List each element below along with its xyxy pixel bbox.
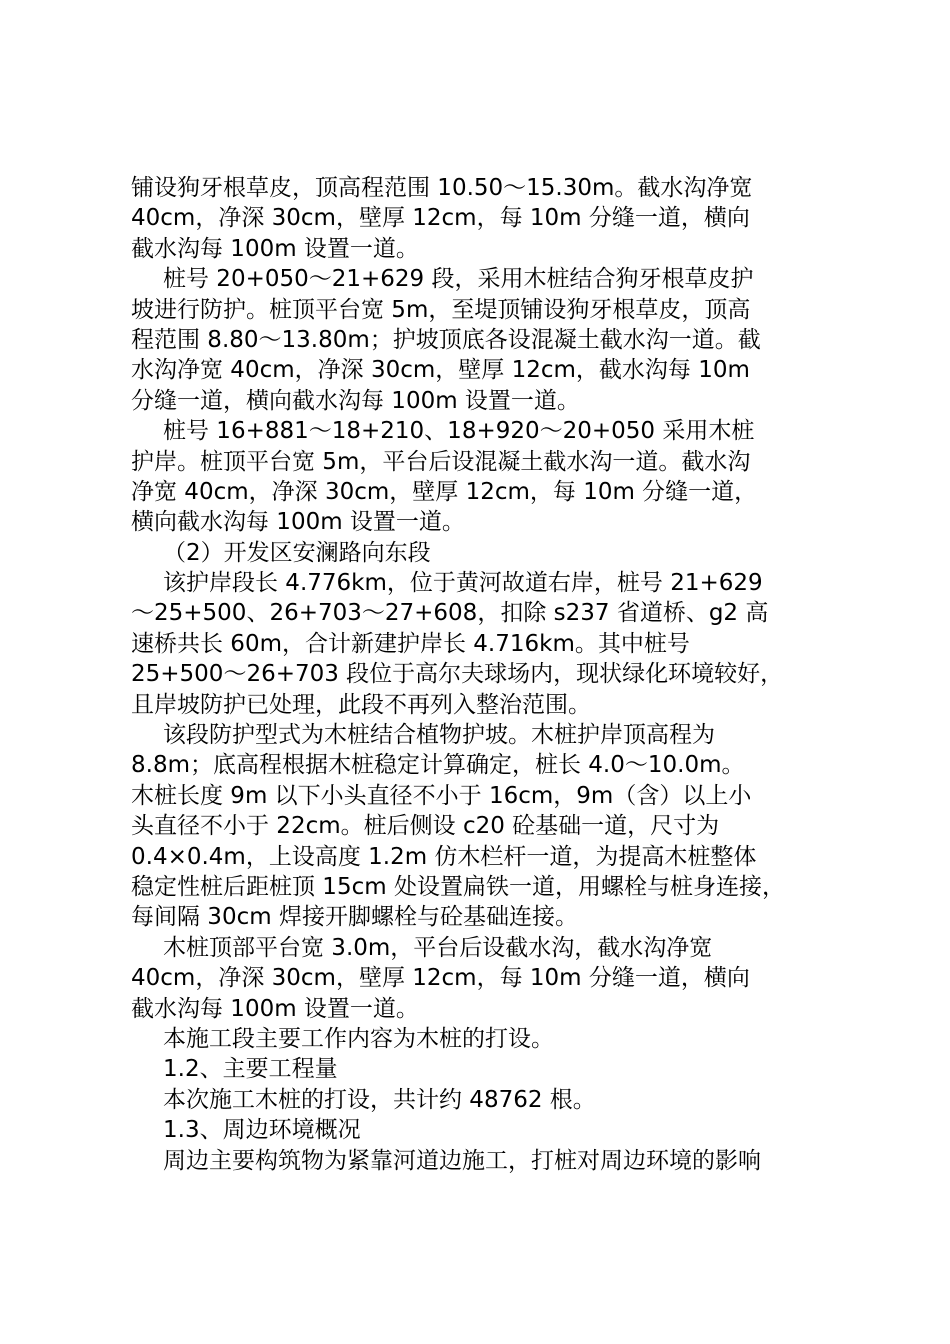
text-line: 头直径不小于 22cm。桩后侧设 c20 砼基础一道，尺寸为 — [131, 813, 720, 840]
text-line: 程范围 8.80～13.80m；护坡顶底各设混凝土截水沟一道。截 — [131, 326, 761, 353]
text-line: （2）开发区安澜路向东段 — [163, 539, 431, 566]
text-line: 截水沟每 100m 设置一道。 — [131, 995, 419, 1022]
text-line: 净宽 40cm，净深 30cm，壁厚 12cm，每 10m 分缝一道， — [131, 478, 758, 505]
text-line: 分缝一道，横向截水沟每 100m 设置一道。 — [131, 387, 580, 414]
text-line: 木桩顶部平台宽 3.0m，平台后设截水沟，截水沟净宽 — [163, 934, 713, 961]
text-line: 25+500～26+703 段位于高尔夫球场内，现状绿化环境较好， — [131, 661, 784, 688]
text-line: 本次施工木桩的打设，共计约 48762 根。 — [163, 1086, 596, 1113]
text-line: 铺设狗牙根草皮，顶高程范围 10.50～15.30m。截水沟净宽 — [131, 175, 753, 201]
text-line: 截水沟每 100m 设置一道。 — [131, 235, 419, 262]
text-line: 且岸坡防护已处理，此段不再列入整治范围。 — [131, 691, 591, 718]
text-line: 横向截水沟每 100m 设置一道。 — [131, 509, 465, 536]
text-line: 该段防护型式为木桩结合植物护坡。木桩护岸顶高程为 — [163, 722, 715, 749]
text-line: 稳定性桩后距桩顶 15cm 处设置扁铁一道，用螺栓与桩身连接， — [131, 873, 785, 900]
text-line: 8.8m；底高程根据木桩稳定计算确定，桩长 4.0～10.0m。 — [131, 752, 745, 779]
text-line: 桩号 20+050～21+629 段，采用木桩结合狗牙根草皮护 — [163, 266, 754, 293]
text-line: ～25+500、26+703～27+608，扣除 s237 省道桥、g2 高 — [131, 600, 769, 627]
text-line: 40cm，净深 30cm，壁厚 12cm，每 10m 分缝一道，横向 — [131, 205, 750, 232]
text-line: 1.2、主要工程量 — [163, 1056, 338, 1083]
text-line: 水沟净宽 40cm，净深 30cm，壁厚 12cm，截水沟每 10m — [131, 357, 750, 384]
text-line: 木桩长度 9m 以下小头直径不小于 16cm，9m（含）以上小 — [131, 782, 752, 809]
text-line: 1.3、周边环境概况 — [163, 1117, 361, 1144]
text-line: 0.4×0.4m，上设高度 1.2m 仿木栏杆一道，为提高木桩整体 — [131, 843, 757, 870]
text-line: 速桥共长 60m，合计新建护岸长 4.716km。其中桩号 — [131, 630, 690, 657]
text-line: 周边主要构筑物为紧靠河道边施工，打桩对周边环境的影响 — [163, 1147, 761, 1174]
text-line: 桩号 16+881～18+210、18+920～20+050 采用木桩 — [163, 418, 755, 445]
text-line: 40cm，净深 30cm，壁厚 12cm，每 10m 分缝一道，横向 — [131, 965, 750, 992]
text-line: 该护岸段长 4.776km，位于黄河故道右岸，桩号 21+629 — [163, 570, 763, 597]
text-line: 坡进行防护。桩顶平台宽 5m，至堤顶铺设狗牙根草皮，顶高 — [131, 296, 751, 323]
document-body — [131, 173, 851, 1176]
text-line: 护岸。桩顶平台宽 5m，平台后设混凝土截水沟一道。截水沟 — [131, 448, 751, 475]
text-line: 本施工段主要工作内容为木桩的打设。 — [163, 1025, 554, 1052]
text-line: 每间隔 30cm 焊接开脚螺栓与砼基础连接。 — [131, 904, 578, 931]
